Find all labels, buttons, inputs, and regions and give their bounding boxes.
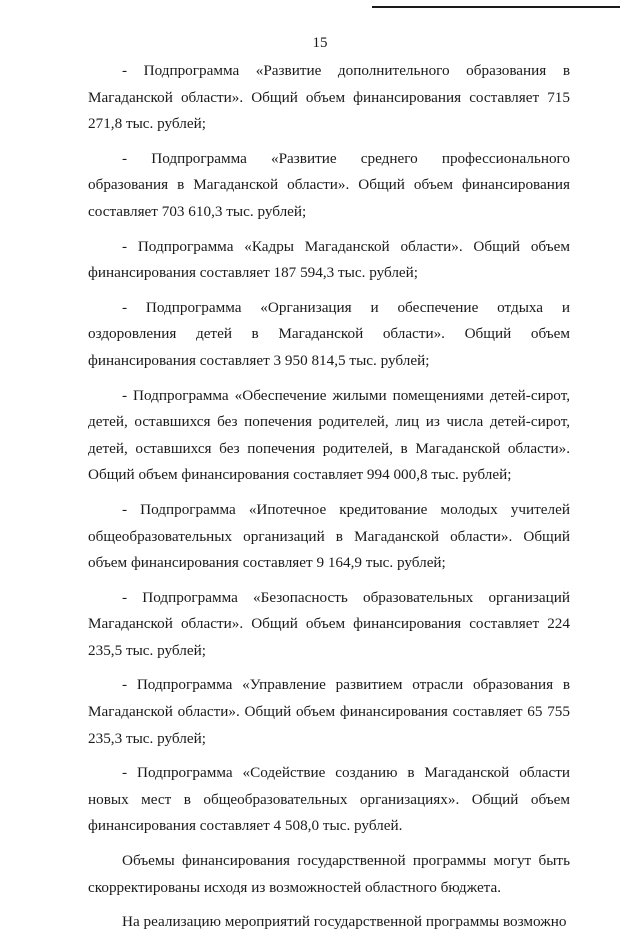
paragraph-subprogram-teacher-mortgage: - Подпрограмма «Ипотечное кредитование молодых учителей общеобразовательных организаций в Магаданской области». Общий объем финансирования составляет 9 164,9 тыс. рублей; bbox=[88, 500, 570, 572]
paragraph-subprogram-children-recreation: - Подпрограмма «Организация и обеспечение отдыха и оздоровления детей в Магаданской области». Общий объем финансирования составляет 3 950 814,5 тыс. рублей; bbox=[88, 298, 570, 369]
paragraph-subprogram-school-safety: - Подпрограмма «Безопасность образовательных организаций Магаданской области». Общий объем финансирования составляет 224 235,5 тыс. рублей; bbox=[88, 588, 570, 659]
paragraph-subprogram-new-school-places: - Подпрограмма «Содействие созданию в Магаданской области новых мест в общеобразовательных организациях». Общий объем финансирования составляет 4 508,0 тыс. рублей. bbox=[88, 764, 570, 835]
paragraph-subprogram-vocational-education: - Подпрограмма «Развитие среднего профессионального образования в Магаданской области». Общий объем финансирования составляет 703 610,3 тыс. рублей; bbox=[88, 149, 570, 220]
paragraph-subprogram-personnel: - Подпрограмма «Кадры Магаданской области». Общий объем финансирования составляет 187 594,3 тыс. рублей; bbox=[88, 237, 570, 282]
paragraph-funding-adjustment: Объемы финансирования государственной программы могут быть скорректированы исходя из возможностей областного бюджета. bbox=[88, 852, 570, 896]
top-rule bbox=[372, 6, 620, 8]
paragraph-subprogram-orphan-housing: - Подпрограмма «Обеспечение жилыми помещениями детей-сирот, детей, оставшихся без попечения родителей, лиц из числа детей-сирот, детей, оставшихся без попечения родителей, в Магаданской области». Общий объем финансирования составляет 994 000,8 тыс. рублей; bbox=[88, 386, 570, 484]
paragraph-subprogram-additional-education: - Подпрограмма «Развитие дополнительного образования в Магаданской области». Общий объем финансирования составляет 715 271,8 тыс. рублей; bbox=[88, 62, 570, 133]
paragraph-implementation-continued: На реализацию мероприятий государственной программы возможно bbox=[122, 913, 567, 931]
document-body bbox=[88, 58, 570, 944]
paragraph-subprogram-education-management: - Подпрограмма «Управление развитием отрасли образования в Магаданской области». Общий объем финансирования составляет 65 755 235,3 тыс. рублей; bbox=[88, 676, 570, 747]
page-number: 15 bbox=[312, 35, 328, 51]
